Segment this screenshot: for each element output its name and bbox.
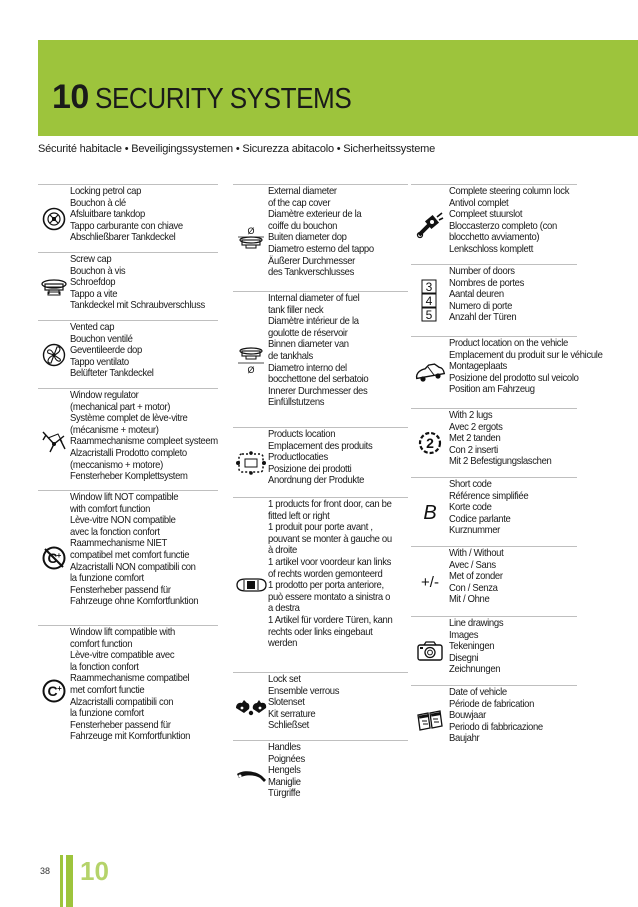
entry-line: 1 produit pour porte avant , [268,522,373,534]
lock-set-icon [234,696,268,718]
entry-line: Bloccasterzo completo (con [449,220,557,232]
entry-line: Diamètre exterieur de la [268,209,362,221]
entry-line: (meccanismo + motore) [70,459,163,471]
entry-line: Einfüllstutzens [268,397,325,409]
steering-lock-icon [415,211,445,239]
entry-line: 1 products for front door, can be [268,499,392,510]
entry-line: Periodo di fabbricazione [449,721,543,733]
entry-line: Images [449,629,479,641]
entry-line: Ensemble verrous [268,685,340,697]
legend-entry [38,490,218,625]
header-divider [38,135,638,136]
entry-line: met comfort functie [70,684,145,696]
doors-glyph-4: 4 [425,293,433,308]
entry-line: Product location on the vehicle [449,338,568,349]
entry-line: Tekeningen [449,641,495,653]
entry-line: Window lift compatible with [70,627,175,638]
footer-accent-bar [60,855,63,907]
two-lugs-icon [417,430,443,456]
entry-line: with comfort function [70,503,151,515]
doors-glyph-3: 3 [425,279,433,294]
entry-line: Diametro esterno del tappo [268,243,374,255]
svg-text:+: + [56,551,62,560]
handle-icon [234,766,268,786]
comfort-not-compatible-icon [41,545,67,571]
entry-line: Short code [449,479,492,490]
entry-line: Fahrzeuge mit Komfortfunktion [70,731,191,743]
entry-line: Avec / Sans [449,559,496,571]
entry-line: Tappo ventilato [70,356,129,368]
svg-text:Ø: Ø [246,226,255,236]
entry-line: 1 artikel voor voordeur kan links [268,556,392,568]
entry-line: With / Without [449,548,504,559]
entry-line: Met of zonder [449,571,503,583]
short-code-icon [419,499,441,525]
legend-column-2 [233,184,408,810]
entry-line: rechts oder links eingebaut [268,626,373,638]
window-regulator-icon [40,426,68,454]
entry-line: Fensterheber passend für [70,719,171,731]
entry-line: Lock set [268,674,301,685]
legend-entry [233,291,408,427]
entry-line: External diameter [268,186,337,197]
entry-line: Belüfteter Tankdeckel [70,368,154,380]
entry-line: Date of vehicle [449,687,507,698]
entry-line: Alzacristalli Prodotto completo [70,447,187,459]
entry-line: Baujahr [449,733,480,745]
entry-line: Schließset [268,720,309,732]
legend-entry [38,184,218,252]
legend-entry [233,184,408,291]
entry-line: Türgriffe [268,788,301,800]
entry-line: Alzacristalli NON compatibili con [70,561,196,573]
legend-column-1 [38,184,218,755]
svg-text:C: C [47,550,58,566]
entry-line: Poignées [268,753,305,765]
entry-line: (mécanisme + moteur) [70,424,159,436]
entry-line: Innerer Durchmesser des [268,385,368,397]
page-title [52,78,380,117]
entry-line: Anordnung der Produkte [268,475,365,487]
entry-line: pouvant se monter à gauche ou [268,533,392,545]
entry-line: la funzione comfort [70,573,144,585]
entry-line: Vented cap [70,322,115,333]
entry-line: può essere montato a sinistra o [268,591,391,603]
entry-line: Posizione dei prodotti [268,463,352,475]
legend-entry [411,336,603,408]
entry-line: Met 2 tanden [449,433,501,445]
entry-line: goulotte de réservoir [268,327,348,339]
entry-line: Line drawings [449,618,504,629]
legend-entry [38,320,218,388]
footer-accent-bar [66,855,73,907]
entry-line: 1 prodotto per porta anteriore, [268,580,384,592]
entry-line: Alzacristalli compatibili con [70,696,174,708]
entry-line: Référence simplifiée [449,490,529,502]
entry-line: Tappo a vite [70,288,118,300]
entry-line: Kurznummer [449,525,500,537]
entry-line: of rechts worden gemonteerd [268,568,383,580]
svg-text:Ø: Ø [246,364,255,375]
legend-entry [411,184,577,264]
entry-line: Lève-vitre compatible avec [70,650,175,662]
legend-entry [411,546,577,616]
entry-line: With 2 lugs [449,410,493,421]
legend-entry [411,264,577,336]
entry-line: Diamètre intérieur de la [268,316,359,328]
entry-line: Avec 2 ergots [449,421,503,433]
entry-line: Fensterheber passend für [70,584,171,596]
legend-entry [233,497,408,672]
entry-line: Handles [268,742,301,753]
legend-entry [411,685,577,755]
entry-line: Emplacement du produit sur le véhicule [449,349,603,361]
products-location-icon [234,450,268,476]
with-without-icon [415,571,445,593]
chapter-title: SECURITY SYSTEMS [94,83,352,115]
number-of-doors-icon [419,278,441,324]
entry-line: Window lift NOT compatible [70,492,179,503]
legend-entry [411,477,577,546]
entry-line: Zeichnungen [449,664,501,676]
entry-line: Bouchon ventilé [70,333,133,345]
entry-line: Kit serrature [268,708,316,720]
entry-line: Montageplaats [449,361,507,373]
entry-line: Aantal deuren [449,289,504,301]
locking-cap-icon [41,206,67,232]
entry-line: coiffe du bouchon [268,220,338,232]
entry-line: Période de fabrication [449,698,535,710]
date-of-vehicle-icon [414,709,446,733]
entry-line: Fensterheber Komplettsystem [70,471,188,483]
entry-line: Products location [268,429,336,440]
comfort-compatible-icon [41,678,67,704]
entry-line: werden [268,638,298,650]
entry-line: Emplacement des produits [268,440,373,452]
entry-line: Codice parlante [449,513,511,525]
svg-text:C: C [47,682,58,699]
entry-line: Con 2 inserti [449,444,498,456]
line-drawings-icon [416,640,444,662]
lugs-glyph: 2 [426,435,434,451]
entry-line: Fahrzeuge ohne Komfortfunktion [70,596,199,608]
entry-line: Mit 2 Befestigungslaschen [449,456,552,468]
entry-line: Number of doors [449,266,515,277]
entry-line: Window regulator [70,390,139,401]
entry-line: Disegni [449,652,479,664]
legend-entry [411,616,577,685]
entry-line: Lenkschloss komplett [449,243,534,255]
entry-line: Slotenset [268,697,305,709]
entry-line: Schroefdop [70,277,116,289]
legend-entry [233,427,408,497]
entry-line: Maniglie [268,776,301,788]
page-number: 38 [40,866,51,876]
entry-line: Bouchon à clé [70,197,126,209]
chapter-number: 10 [52,78,89,116]
entry-line: comfort function [70,638,133,650]
entry-line: Complete steering column lock [449,186,570,197]
entry-line: Compleet stuurslot [449,209,523,221]
entry-line: Abschließbarer Tankdeckel [70,232,176,244]
entry-line: Mit / Ohne [449,594,490,606]
entry-line: Afsluitbare tankdop [70,209,145,221]
legend-entry [233,740,408,810]
svg-text:+: + [57,683,62,693]
entry-line: la funzione comfort [70,708,144,720]
entry-line: Locking petrol cap [70,186,142,197]
entry-line: Raammechanisme compatibel [70,673,190,685]
legend-entry [38,252,218,320]
short-code-glyph: B [423,502,437,524]
entry-line: compatibel met comfort functie [70,549,190,561]
entry-line: Screw cap [70,254,112,265]
entry-line: à droite [268,545,298,557]
entry-line: Buiten diameter dop [268,232,347,244]
entry-line: Lève-vitre NON compatible [70,515,176,527]
entry-line: a destra [268,603,300,615]
entry-line: Posizione del prodotto sul veicolo [449,372,579,384]
legend-entry [411,408,577,477]
entry-line: de tankhals [268,350,313,362]
vented-cap-icon [41,342,67,368]
with-without-glyph: +/- [421,573,439,591]
entry-line: tank filler neck [268,304,324,316]
legend-column-3 [411,184,603,755]
entry-line: Numero di porte [449,300,513,312]
entry-line: Internal diameter of fuel [268,293,360,304]
legend-entry [233,672,408,740]
entry-line: Geventileerde dop [70,345,142,357]
entry-line: la fonction confort [70,661,139,673]
entry-line: Diametro interno del [268,362,347,374]
product-location-vehicle-icon [414,362,446,384]
entry-line: Anzahl der Türen [449,312,517,324]
entry-line: Hengels [268,765,301,777]
entry-line: Con / Senza [449,582,498,594]
entry-line: des Tankverschlusses [268,267,355,279]
entry-line: blocchetto avviamento) [449,232,540,244]
entry-line: Tankdeckel mit Schraubverschluss [70,300,205,312]
entry-line: Système complet de lève-vitre [70,413,188,425]
entry-line: Bouchon à vis [70,265,126,277]
entry-line: Raammechanisme NIET [70,538,168,550]
entry-line: (mechanical part + motor) [70,401,171,413]
front-door-car-icon [234,575,268,595]
entry-line: of the cap cover [268,197,331,209]
external-diameter-icon [236,225,266,251]
entry-line: Antivol complet [449,197,509,209]
entry-line: Bouwjaar [449,710,486,722]
legend-entry [38,625,218,755]
entry-line: Position am Fahrzeug [449,384,535,396]
internal-diameter-icon [236,345,266,375]
entry-line: 1 Artikel für vordere Türen, kann [268,614,393,626]
entry-line: bocchettone del serbatoio [268,374,369,386]
legend-entry [38,388,218,490]
entry-line: Korte code [449,502,492,514]
entry-line: Äußerer Durchmesser [268,255,356,267]
entry-line: Nombres de portes [449,277,525,289]
entry-line: fitted left or right [268,510,330,522]
entry-line: Binnen diameter van [268,339,349,351]
page-subtitle: Sécurité habitacle • Beveiligingssystemen • Sicurezza abitacolo • Sicherheitssysteme [38,143,436,155]
entry-line: Raammechanisme compleet systeem [70,436,218,448]
doors-glyph-5: 5 [425,307,433,322]
screw-cap-icon [40,277,68,297]
entry-line: Productlocaties [268,452,328,464]
footer-chapter-number: 10 [80,856,109,886]
entry-line: Tappo carburante con chiave [70,220,183,232]
entry-line: avec la fonction confort [70,526,160,538]
